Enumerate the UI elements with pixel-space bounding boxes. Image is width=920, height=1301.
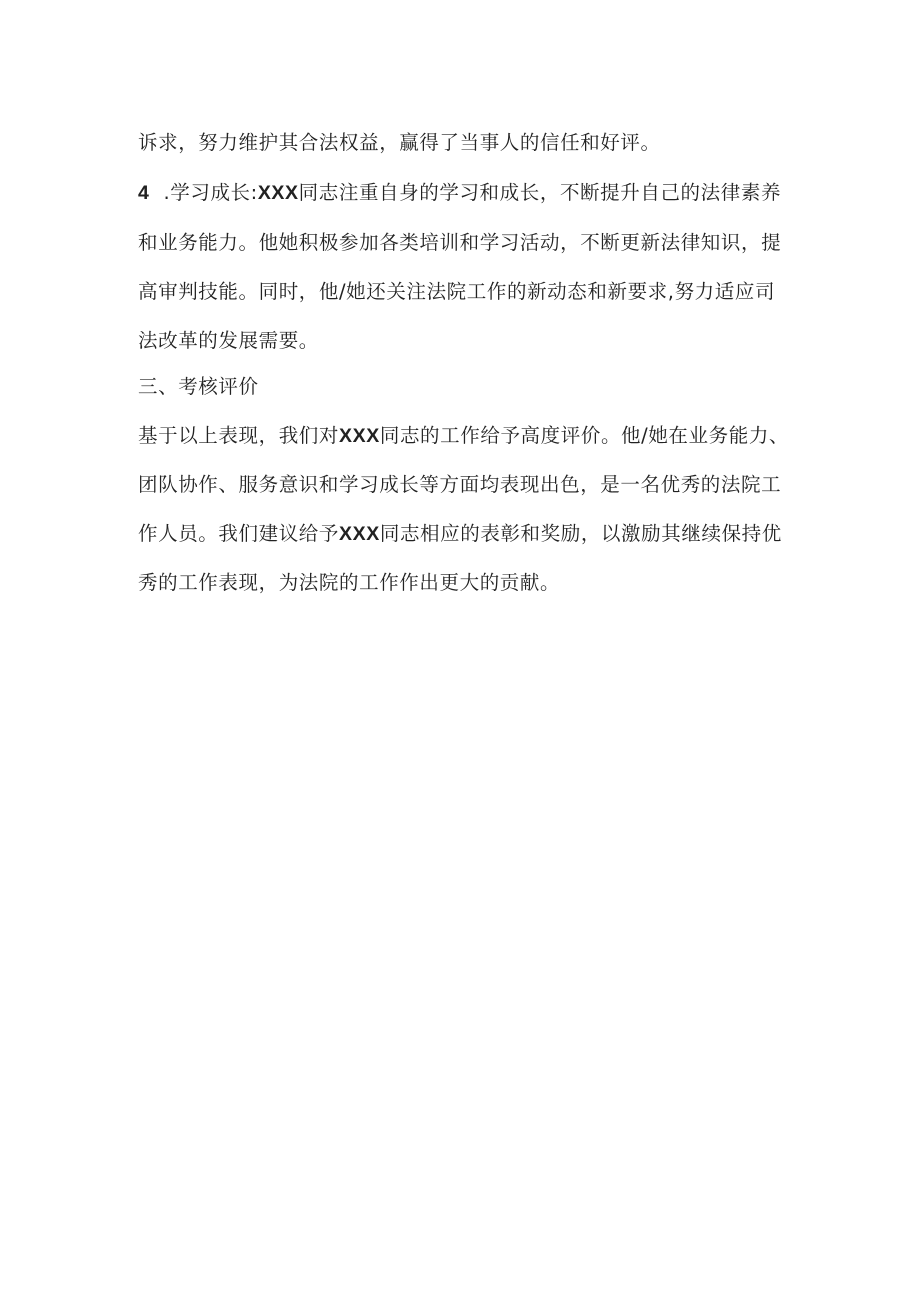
paragraph-line bbox=[138, 473, 818, 497]
paragraph-line bbox=[138, 571, 818, 595]
line-text: 同志的工作给予高度评价。他/她在业务能力、 bbox=[379, 424, 790, 447]
line-text: 团队协作、服务意识和学习成长等方面均表现出色，是一名优秀的法院工 bbox=[138, 473, 782, 496]
line-text: 法改革的发展需要。 bbox=[138, 329, 319, 352]
line-text: .学习成长: bbox=[163, 181, 258, 204]
section-heading bbox=[138, 375, 818, 399]
name-placeholder: XXX bbox=[339, 523, 380, 545]
line-text: 诉求，努力维护其合法权益，赢得了当事人的信任和好评。 bbox=[138, 131, 661, 154]
section-title: 三、考核评价 bbox=[138, 375, 259, 398]
name-placeholder: XXX bbox=[339, 425, 380, 447]
line-text: 和业务能力。他她积极参加各类培训和学习活动，不断更新法律知识，提 bbox=[138, 231, 782, 254]
line-text: 同志相应的表彰和奖励，以激励其继续保持优 bbox=[379, 522, 782, 545]
paragraph-line bbox=[138, 522, 818, 546]
line-text: 同志注重自身的学习和成长，不断提升自己的法律素养 bbox=[298, 181, 782, 204]
line-text: 秀的工作表现，为法院的工作作出更大的贡献。 bbox=[138, 571, 561, 594]
paragraph-line bbox=[138, 231, 818, 255]
line-text: 作人员。我们建议给予 bbox=[138, 522, 340, 545]
line-text: 基于以上表现，我们对 bbox=[138, 424, 340, 447]
name-placeholder: XXX bbox=[257, 182, 299, 204]
paragraph-line bbox=[138, 280, 818, 304]
paragraph-line bbox=[138, 131, 818, 155]
line-text: 高审判技能。同时，他/她还关注法院工作的新动态和新要求,努力适应司 bbox=[138, 280, 776, 303]
list-number: 4 bbox=[138, 182, 150, 204]
paragraph-line bbox=[138, 424, 818, 448]
list-item-heading bbox=[138, 181, 818, 205]
paragraph-line bbox=[138, 329, 818, 353]
